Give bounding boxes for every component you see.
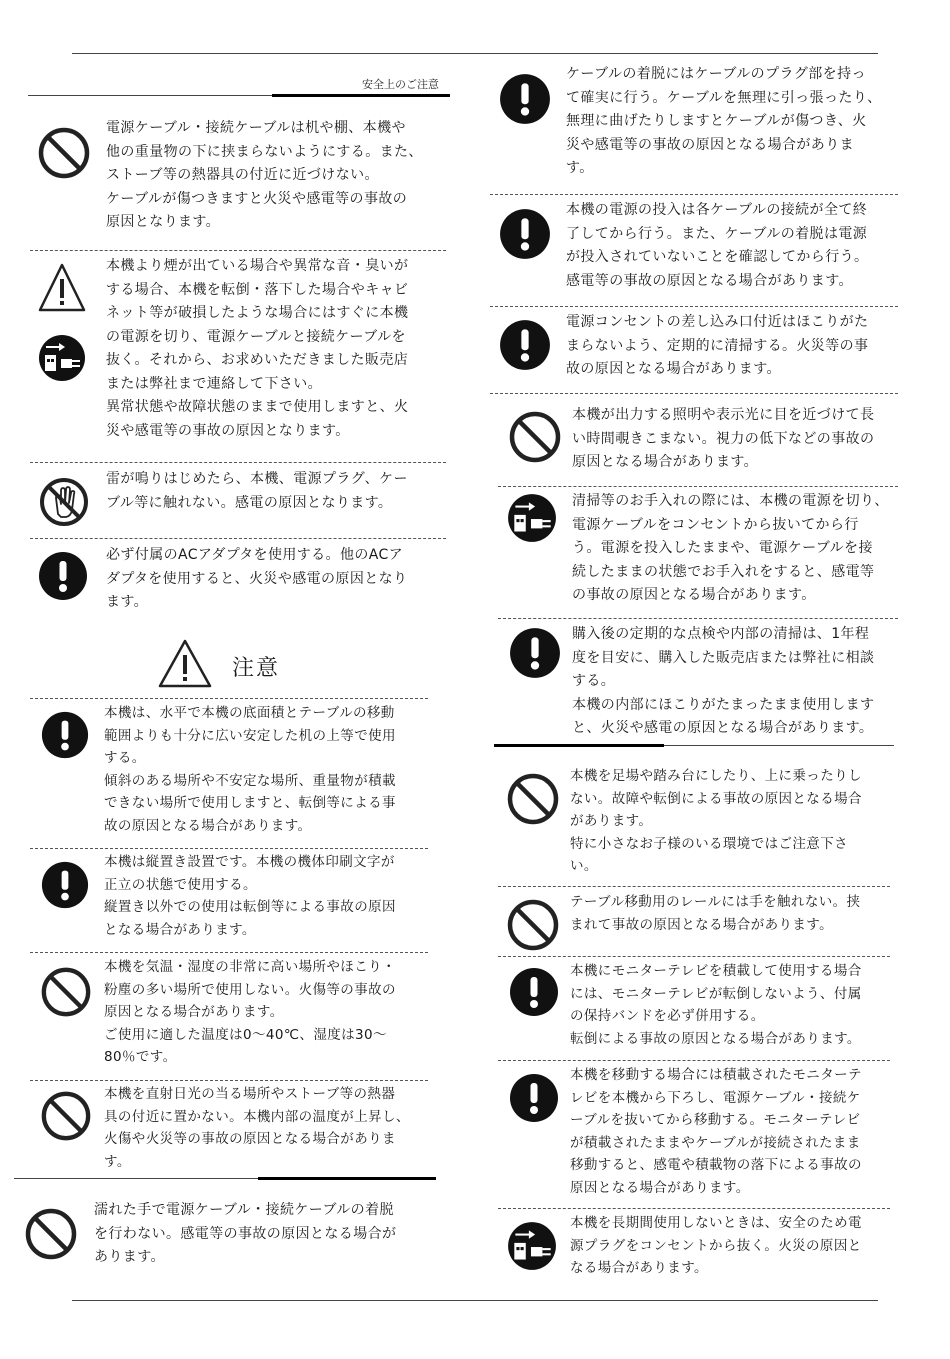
right-item-3-text: 電源コンセントの差し込み口付近はほこりがた まらないよう、定期的に清掃する。火災等の事 故の原因となる場合があります。: [566, 314, 869, 377]
mandatory-icon: [508, 966, 560, 1018]
prohibition-icon: [37, 126, 91, 180]
right-item-6-text: 購入後の定期的な点検や内部の清掃は、1年程 度を目安に、購入した販売店または弊社に相談 する。 本機の内部にほこりがたまったまま使用します と、火災や感電の原因となる場合があります。: [572, 626, 875, 736]
divider: [30, 848, 428, 849]
divider: [498, 618, 898, 619]
caution-item-4-text: 本機を直射日光の当る場所やストーブ等の熱器 具の付近に置かない。本機内部の温度が上昇し、 火傷や火災等の事故の原因となる場合がありま す。: [104, 1086, 410, 1170]
divider: [490, 194, 898, 195]
top-rule: [72, 53, 878, 54]
divider: [498, 886, 890, 887]
prohibition-icon: [24, 1207, 78, 1261]
divider: [30, 250, 446, 251]
divider: [498, 1060, 890, 1061]
divider: [498, 956, 890, 957]
prohibition-icon: [40, 966, 92, 1018]
mandatory-icon: [498, 318, 552, 372]
divider: [490, 306, 898, 307]
divider: [30, 698, 428, 699]
unplug-icon: [506, 492, 558, 544]
divider: [30, 462, 446, 463]
do-not-touch-icon: [38, 476, 90, 528]
mandatory-icon: [498, 207, 552, 261]
divider: [30, 1080, 428, 1081]
header-rule-thick: [272, 94, 450, 97]
mandatory-icon: [37, 550, 89, 602]
bottom-rule: [72, 1300, 878, 1301]
divider: [30, 538, 446, 539]
prohibition-icon: [508, 410, 562, 464]
mandatory-icon: [40, 860, 90, 910]
divider: [498, 486, 898, 487]
prohibition-icon: [506, 772, 560, 826]
divider: [498, 1208, 890, 1209]
right-item-9-text: 本機にモニターテレビを積載して使用する場合 には、モニターテレビが転倒しないよう、付属 の保持バンドを必ず併用する。 転倒による事故の原因となる場合があります。: [570, 963, 862, 1047]
mandatory-icon: [498, 72, 552, 126]
right-item-2-text: 本機の電源の投入は各ケーブルの接続が全て終 了してから行う。また、ケーブルの着脱は電源 が投入されていないことを確認してから行う。 感電等の事故の原因となる場合があります。: [566, 202, 869, 289]
caution-item-1-text: 本機は、水平で本機の底面積とテーブルの移動 範囲よりも十分に広い安定した机の上等で使用 する。 傾斜のある場所や不安定な場所、重量物が積載 できない場所で使用しますと、転倒等による事 故の原因となる場合があります。: [104, 705, 396, 834]
right-item-11-text: 本機を長期間使用しないときは、安全のため電 源プラグをコンセントから抜く。火災の原因と なる場合があります。: [570, 1215, 862, 1276]
prohibition-icon: [40, 1090, 92, 1142]
left-item-3-text: 雷が鳴りはじめたら、本機、電源プラグ、ケー ブル等に触れない。感電の原因となります。: [106, 471, 408, 511]
mandatory-icon: [508, 1072, 560, 1124]
caution-item-2-text: 本機は縦置き設置です。本機の機体印刷文字が 正立の状態で使用する。 縦置き以外での使用は転倒等による事故の原因 となる場合があります。: [104, 854, 396, 938]
mandatory-icon: [508, 626, 562, 680]
right-item-7-text: 本機を足場や踏み台にしたり、上に乗ったりし ない。故障や転倒による事故の原因となる場合 があります。 特に小さなお子様のいる環境ではご注意下さ い。: [570, 768, 862, 874]
caution-triangle-icon: [157, 638, 213, 690]
right-item-1-text: ケーブルの着脱にはケーブルのプラグ部を持っ て確実に行う。ケーブルを無理に引っ張ったり、 無理に曲げたりしますとケーブルが傷つき、火 災や感電等の事故の原因となる場合がありま す。: [566, 66, 882, 176]
mandatory-icon: [40, 710, 90, 760]
caution-heading: 注意: [232, 656, 281, 681]
caution-item-5-text: 濡れた手で電源ケーブル・接続ケーブルの着脱 を行わない。感電等の事故の原因となる場合が あります。: [94, 1202, 397, 1265]
left-item-4-text: 必ず付属のACアダプタを使用する。他のACア ダプタを使用すると、火災や感電の原因となり ます。: [106, 547, 408, 610]
prohibition-icon: [506, 898, 560, 952]
left-item-1-text: 電源ケーブル・接続ケーブルは机や棚、本機や 他の重量物の下に挟まらないようにする。また、 ストーブ等の熱器具の付近に近づけない。 ケーブルが傷つきますと火災や感電等の事故の 原因となります。: [106, 120, 423, 230]
right-item-5-text: 清掃等のお手入れの際には、本機の電源を切り、 電源ケーブルをコンセントから抜いてから行 う。電源を投入したままや、電源ケーブルを接 続したままの状態でお手入れをすると、感電等 の事故の原因となる場合があります。: [572, 493, 889, 603]
divider: [490, 393, 898, 394]
right-item-4-text: 本機が出力する照明や表示光に目を近づけて長 い時間覗きこまない。視力の低下などの事故の 原因となる場合があります。: [572, 407, 875, 470]
divider: [30, 952, 428, 953]
warning-triangle-icon: [37, 262, 87, 314]
unplug-icon: [506, 1220, 558, 1272]
section-title: 安全上のご注意: [362, 78, 439, 91]
section-rule-thick: [258, 1177, 436, 1180]
caution-item-3-text: 本機を気温・湿度の非常に高い場所やほこり・ 粉塵の多い場所で使用しない。火傷等の事故の 原因となる場合があります。 ご使用に適した温度は0～40℃、湿度は30～ 80％です。: [104, 959, 396, 1065]
left-item-2-text: 本機より煙が出ている場合や異常な音・臭いが する場合、本機を転倒・落下した場合やキャビ ネット等が破損したような場合にはすぐに本機 の電源を切り、電源ケーブルと接続ケーブルを 抜く。それから、お求めいただきました販売店 または弊社まで連絡して下さい。 異常状態や故障状態のままで使用しますと、火 災や感電等の事故の原因となります。: [106, 258, 409, 439]
right-item-10-text: 本機を移動する場合には積載されたモニターテ レビを本機から下ろし、電源ケーブル・接続ケ ーブルを抜いてから移動する。モニターテレビ が積載されたままやケーブルが接続されたまま 移動すると、感電や積載物の落下による事故の 原因となる場合があります。: [570, 1067, 862, 1196]
right-item-8-text: テーブル移動用のレールには手を触れない。挟 まれて事故の原因となる場合があります。: [570, 894, 861, 933]
section-rule-thick: [494, 744, 664, 747]
unplug-icon: [37, 333, 87, 383]
